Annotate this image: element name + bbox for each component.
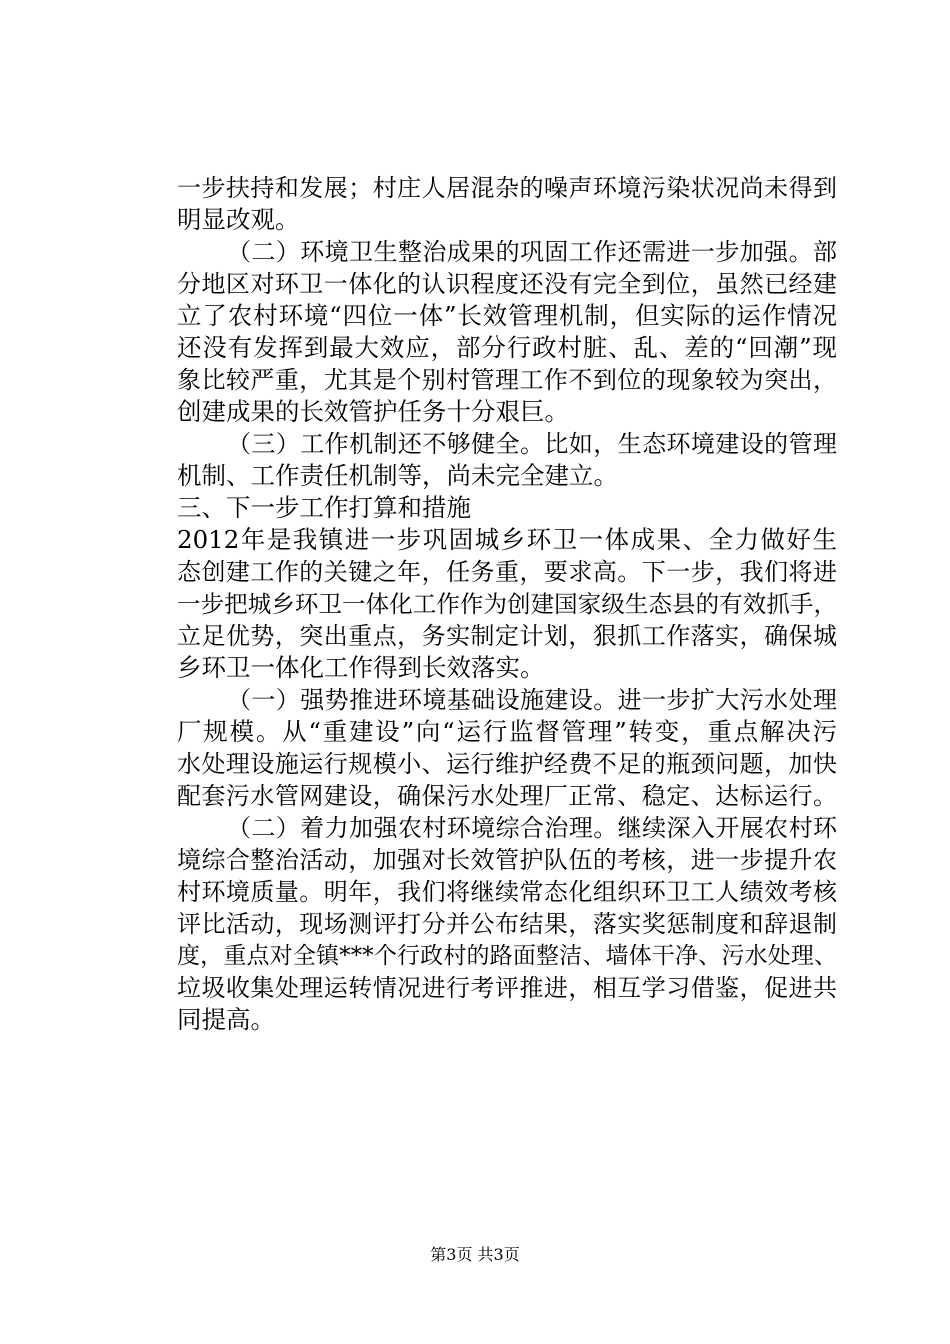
text-line: 一步把城乡环卫一体化工作作为创建国家级生态县的有效抓手， <box>177 590 837 618</box>
text-line: 创建成果的长效管护任务十分艰巨。 <box>177 397 569 426</box>
text-line: 一步扶持和发展；村庄人居混杂的噪声环境污染状况尚未得到 <box>177 174 837 202</box>
text-line: 评比活动，现场测评打分并公布结果，落实奖惩制度和辞退制 <box>177 910 837 938</box>
text-line: 立了农村环境“四位一体”长效管理机制，但实际的运作情况 <box>177 301 837 330</box>
text-line: （二）环境卫生整治成果的巩固工作还需进一步加强。部 <box>227 238 837 266</box>
text-line: 厂规模。从“重建设”向“运行监督管理”转变，重点解决污 <box>177 717 837 746</box>
text-line: 立足优势，突出重点，务实制定计划，狠抓工作落实，确保城 <box>177 622 837 650</box>
text-line: 同提高。 <box>177 1005 275 1034</box>
text-line: 明显改观。 <box>177 205 300 234</box>
text-line: 乡环卫一体化工作得到长效落实。 <box>177 653 545 682</box>
text-line: 象比较严重，尤其是个别村管理工作不到位的现象较为突出， <box>177 366 837 394</box>
text-line: （二）着力加强农村环境综合治理。继续深入开展农村环 <box>227 814 837 842</box>
document-body <box>177 172 837 1036</box>
section-heading: 三、下一步工作打算和措施 <box>177 493 471 522</box>
text-line: 2012年是我镇进一步巩固城乡环卫一体成果、全力做好生 <box>177 525 837 554</box>
text-line: （一）强势推进环境基础设施建设。进一步扩大污水处理 <box>227 686 837 714</box>
text-line: 态创建工作的关键之年，任务重，要求高。下一步，我们将进 <box>177 558 837 586</box>
page-footer: 第3页 共3页 <box>430 1245 520 1264</box>
text-line: 水处理设施运行规模小、运行维护经费不足的瓶颈问题，加快 <box>177 750 837 778</box>
text-line: 垃圾收集处理运转情况进行考评推进，相互学习借鉴，促进共 <box>177 974 837 1002</box>
text-line: 度，重点对全镇***个行政村的路面整洁、墙体干净、污水处理、 <box>177 943 837 969</box>
text-line: 分地区对环卫一体化的认识程度还没有完全到位，虽然已经建 <box>177 270 837 298</box>
text-line: （三）工作机制还不够健全。比如，生态环境建设的管理 <box>227 430 837 458</box>
text-line: 机制、工作责任机制等，尚未完全建立。 <box>177 461 618 490</box>
text-line: 村环境质量。明年，我们将继续常态化组织环卫工人绩效考核 <box>177 878 837 906</box>
text-line: 境综合整治活动，加强对长效管护队伍的考核，进一步提升农 <box>177 846 837 874</box>
text-line: 配套污水管网建设，确保污水处理厂正常、稳定、达标运行。 <box>177 782 837 810</box>
text-line: 还没有发挥到最大效应，部分行政村脏、乱、差的“回潮”现 <box>177 333 837 362</box>
